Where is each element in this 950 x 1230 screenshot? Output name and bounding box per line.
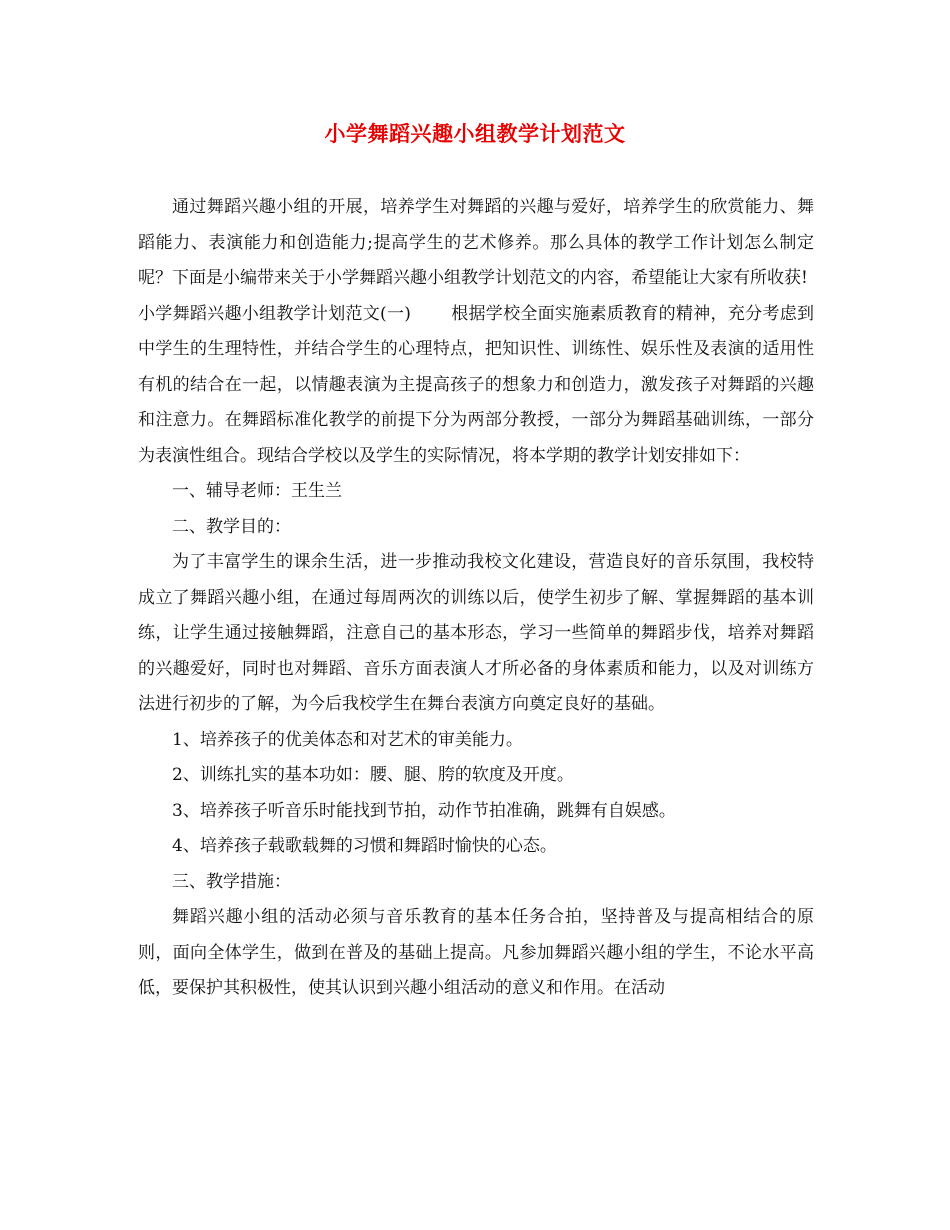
goal-item-2: 2、训练扎实的基本功如：腰、腿、胯的软度及开度。: [172, 765, 574, 785]
document-title: 小学舞蹈兴趣小组教学计划范文: [324, 122, 626, 146]
teacher-line: 一、辅导老师：王生兰: [172, 481, 342, 501]
goal-item-1: 1、培养孩子的优美体态和对艺术的审美能力。: [172, 729, 523, 750]
goals-paragraph: 为了丰富学生的课余生活，进一步推动我校文化建设，营造良好的音乐氛围，我校特成立了舞蹈兴趣小组，在通过每周两次的训练以后，使学生初步了解、掌握舞蹈的基本训练，让学生通过接触舞蹈，注意自己的基本形态，学习一些简单的舞蹈步伐，培养对舞蹈的兴趣爱好，同时也对舞蹈、音乐方面表演人才所必备的身体素质和能力，以及对训练方法进行初步的了解，为今后我校学生在舞台表演方向奠定良好的基础。: [138, 552, 814, 714]
goal-item-4: 4、培养孩子载歌载舞的习惯和舞蹈时愉快的心态。: [172, 836, 557, 856]
goals-heading: 二、教学目的：: [172, 516, 291, 537]
document-body: [138, 190, 814, 1007]
section1-paragraph: [138, 297, 814, 475]
section1-heading: 小学舞蹈兴趣小组教学计划范文(一): [138, 303, 411, 324]
goal-item-3: 3、培养孩子听音乐时能找到节拍，动作节拍准确，跳舞有自娱感。: [172, 800, 676, 821]
section1-text: 根据学校全面实施素质教育的精神，充分考虑到中学生的生理特性，并结合学生的心理特点，把知识性、训练性、娱乐性及表演的适用性有机的结合在一起，以情趣表演为主提高孩子的想象力和创造力，激发孩子对舞蹈的兴趣和注意力。在舞蹈标准化教学的前提下分为两部分教授，一部分为舞蹈基础训练，一部分为表演性组合。现结合学校以及学生的实际情况，将本学期的教学计划安排如下：: [138, 303, 814, 466]
intro-paragraph: 通过舞蹈兴趣小组的开展，培养学生对舞蹈的兴趣与爱好，培养学生的欣赏能力、舞蹈能力、表演能力和创造能力;提高学生的艺术修养。那么具体的教学工作计划怎么制定呢？下面是小编带来关于小学舞蹈兴趣小组教学计划范文的内容，希望能让大家有所收获!: [138, 197, 814, 288]
measures-heading: 三、教学措施：: [172, 871, 291, 892]
measures-paragraph: 舞蹈兴趣小组的活动必须与音乐教育的基本任务合拍，坚持普及与提高相结合的原则，面向全体学生，做到在普及的基础上提高。凡参加舞蹈兴趣小组的学生，不论水平高低，要保护其积极性，使其认识到兴趣小组活动的意义和作用。在活动: [138, 907, 814, 998]
